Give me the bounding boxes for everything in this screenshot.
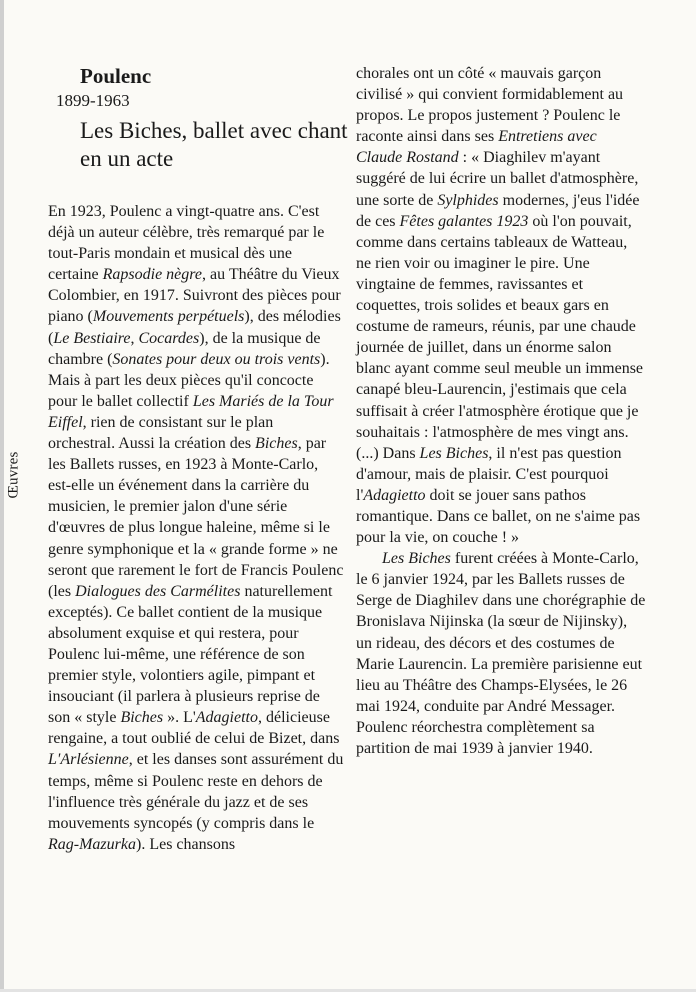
left-column	[48, 201, 344, 855]
italic-text: Entretiens avec Claude Rostand	[356, 128, 597, 167]
text-run: , délicieuse rengaine, a tout oublié de celui de Bizet, dans	[48, 709, 340, 748]
text-run: ), de la musique de chambre (	[48, 329, 321, 368]
right-paragraph-1	[356, 63, 646, 548]
italic-text: Adagietto	[195, 709, 258, 727]
italic-text: Le Bestiaire	[53, 329, 131, 347]
text-run: ), des mélodies (	[48, 308, 341, 347]
italic-text: Les Mariés de la Tour Eiffel	[48, 392, 334, 431]
text-run: doit se jouer sans pathos romantique. Dans ce ballet, on ne s'aime pas pour la vie, on couche ! »	[356, 486, 641, 547]
text-run: , il n'est pas question d'amour, mais de plaisir. C'est pourquoi l'	[356, 444, 622, 504]
italic-text: L'Arlésienne	[48, 751, 129, 769]
italic-text: Les Biches	[419, 444, 489, 462]
text-run: , rien de consistant sur le plan orchestral. Aussi la création des	[48, 413, 274, 453]
italic-text: Cocardes	[138, 329, 200, 347]
italic-text: Rag-Mazurka	[48, 835, 136, 853]
left-paragraph	[48, 201, 344, 855]
italic-text: Rapsodie nègre	[102, 266, 203, 284]
scan-edge	[0, 0, 4, 992]
text-run: , et les danses sont assurément du temps, même si Poulenc reste en dehors de l'influence très générale du jazz et de ses mouvements syncopés (y compris dans le	[48, 751, 344, 832]
right-paragraph-2	[356, 548, 646, 759]
italic-text: Biches	[255, 435, 298, 453]
section-label: Œuvres	[5, 451, 22, 499]
text-run: : « Diaghilev m'ayant suggéré de lui écrire un ballet d'atmosphère, une sorte de	[356, 149, 639, 209]
italic-text: Mouvements perpétuels	[92, 308, 245, 326]
italic-text: Fêtes galantes 1923	[399, 212, 529, 230]
italic-text: Sylphides	[437, 191, 499, 209]
text-run: , par les Ballets russes, en 1923 à Monte-Carlo, est-elle un événement dans la carrière du musicien, le premier jalon d'une série d'œuvres de plus longue haleine, même si le genre symphonique et la « grande forme » ne seront que rarement le fort de Francis Poulenc (les	[48, 435, 344, 600]
italic-text: Dialogues des Carmélites	[75, 582, 241, 600]
text-run: modernes, j'eus l'idée de ces	[356, 191, 640, 230]
text-run: , au Théâtre du Vieux Colombier, en 1917. Suivront des pièces pour piano (	[48, 266, 341, 326]
italic-text: Adagietto	[363, 486, 426, 504]
text-run: ,	[130, 329, 139, 347]
italic-text: Les Biches	[382, 550, 451, 568]
text-run: naturellement exceptés). Ce ballet contient de la musique absolument exquise et qui restera, pour Poulenc lui-même, une référence de son premier style, volontiers agile, pimpant et insouciant (il parlera à plusieurs reprise de son « style	[48, 582, 333, 727]
text-run: ). Les chansons	[135, 835, 236, 853]
text-run: où l'on pouvait, comme dans certains tableaux de Watteau, ne rien voir ou imaginer le pire. Une vingtaine de femmes, ravissantes et coquettes, trois solides et beaux gars en costume de rameurs, réunis, par une chaude journée de juillet, dans un énorme salon blanc ayant comme seul meuble un immense canapé bleu-Laurencin, j'estimais que cela suffisait à créer l'atmosphère érotique que je souhaitais : l'atmosphère de mes vingt ans. (...) Dans	[356, 212, 644, 462]
work-title: Les Biches, ballet avec chant en un acte	[80, 118, 348, 171]
text-run: ». L'	[163, 709, 196, 727]
composer-dates: 1899-1963	[56, 91, 130, 110]
text-run: ). Mais à part les deux pièces qu'il concocte pour le ballet collectif	[48, 350, 330, 410]
text-run: chorales ont un côté « mauvais garçon civilisé » qui convient formidablement au propos. Le propos justement ? Poulenc le raconte ainsi dans ses	[356, 65, 624, 146]
italic-text: Sonates pour deux ou trois vents	[112, 350, 321, 368]
article-header	[56, 62, 350, 173]
text-run: En 1923, Poulenc a vingt-quatre ans. C'est déjà un auteur célèbre, très remarqué par le tout-Paris mondain et musical dès une certaine	[48, 203, 325, 284]
composer-name: Poulenc	[80, 64, 152, 88]
italic-text: Biches	[120, 709, 164, 727]
right-column	[356, 63, 646, 759]
text-run: furent créées à Monte-Carlo, le 6 janvier 1924, par les Ballets russes de Serge de Diaghilev dans une chorégraphie de Bronislava Nijinska (la sœur de Nijinsky), un rideau, des décors et des costumes de Marie Laurencin. La première parisienne eut lieu au Théâtre des Champs-Elysées, le 26 mai 1924, conduite par André Messager. Poulenc réorchestra complètement sa partition de mai 1939 à janvier 1940.	[356, 550, 646, 757]
